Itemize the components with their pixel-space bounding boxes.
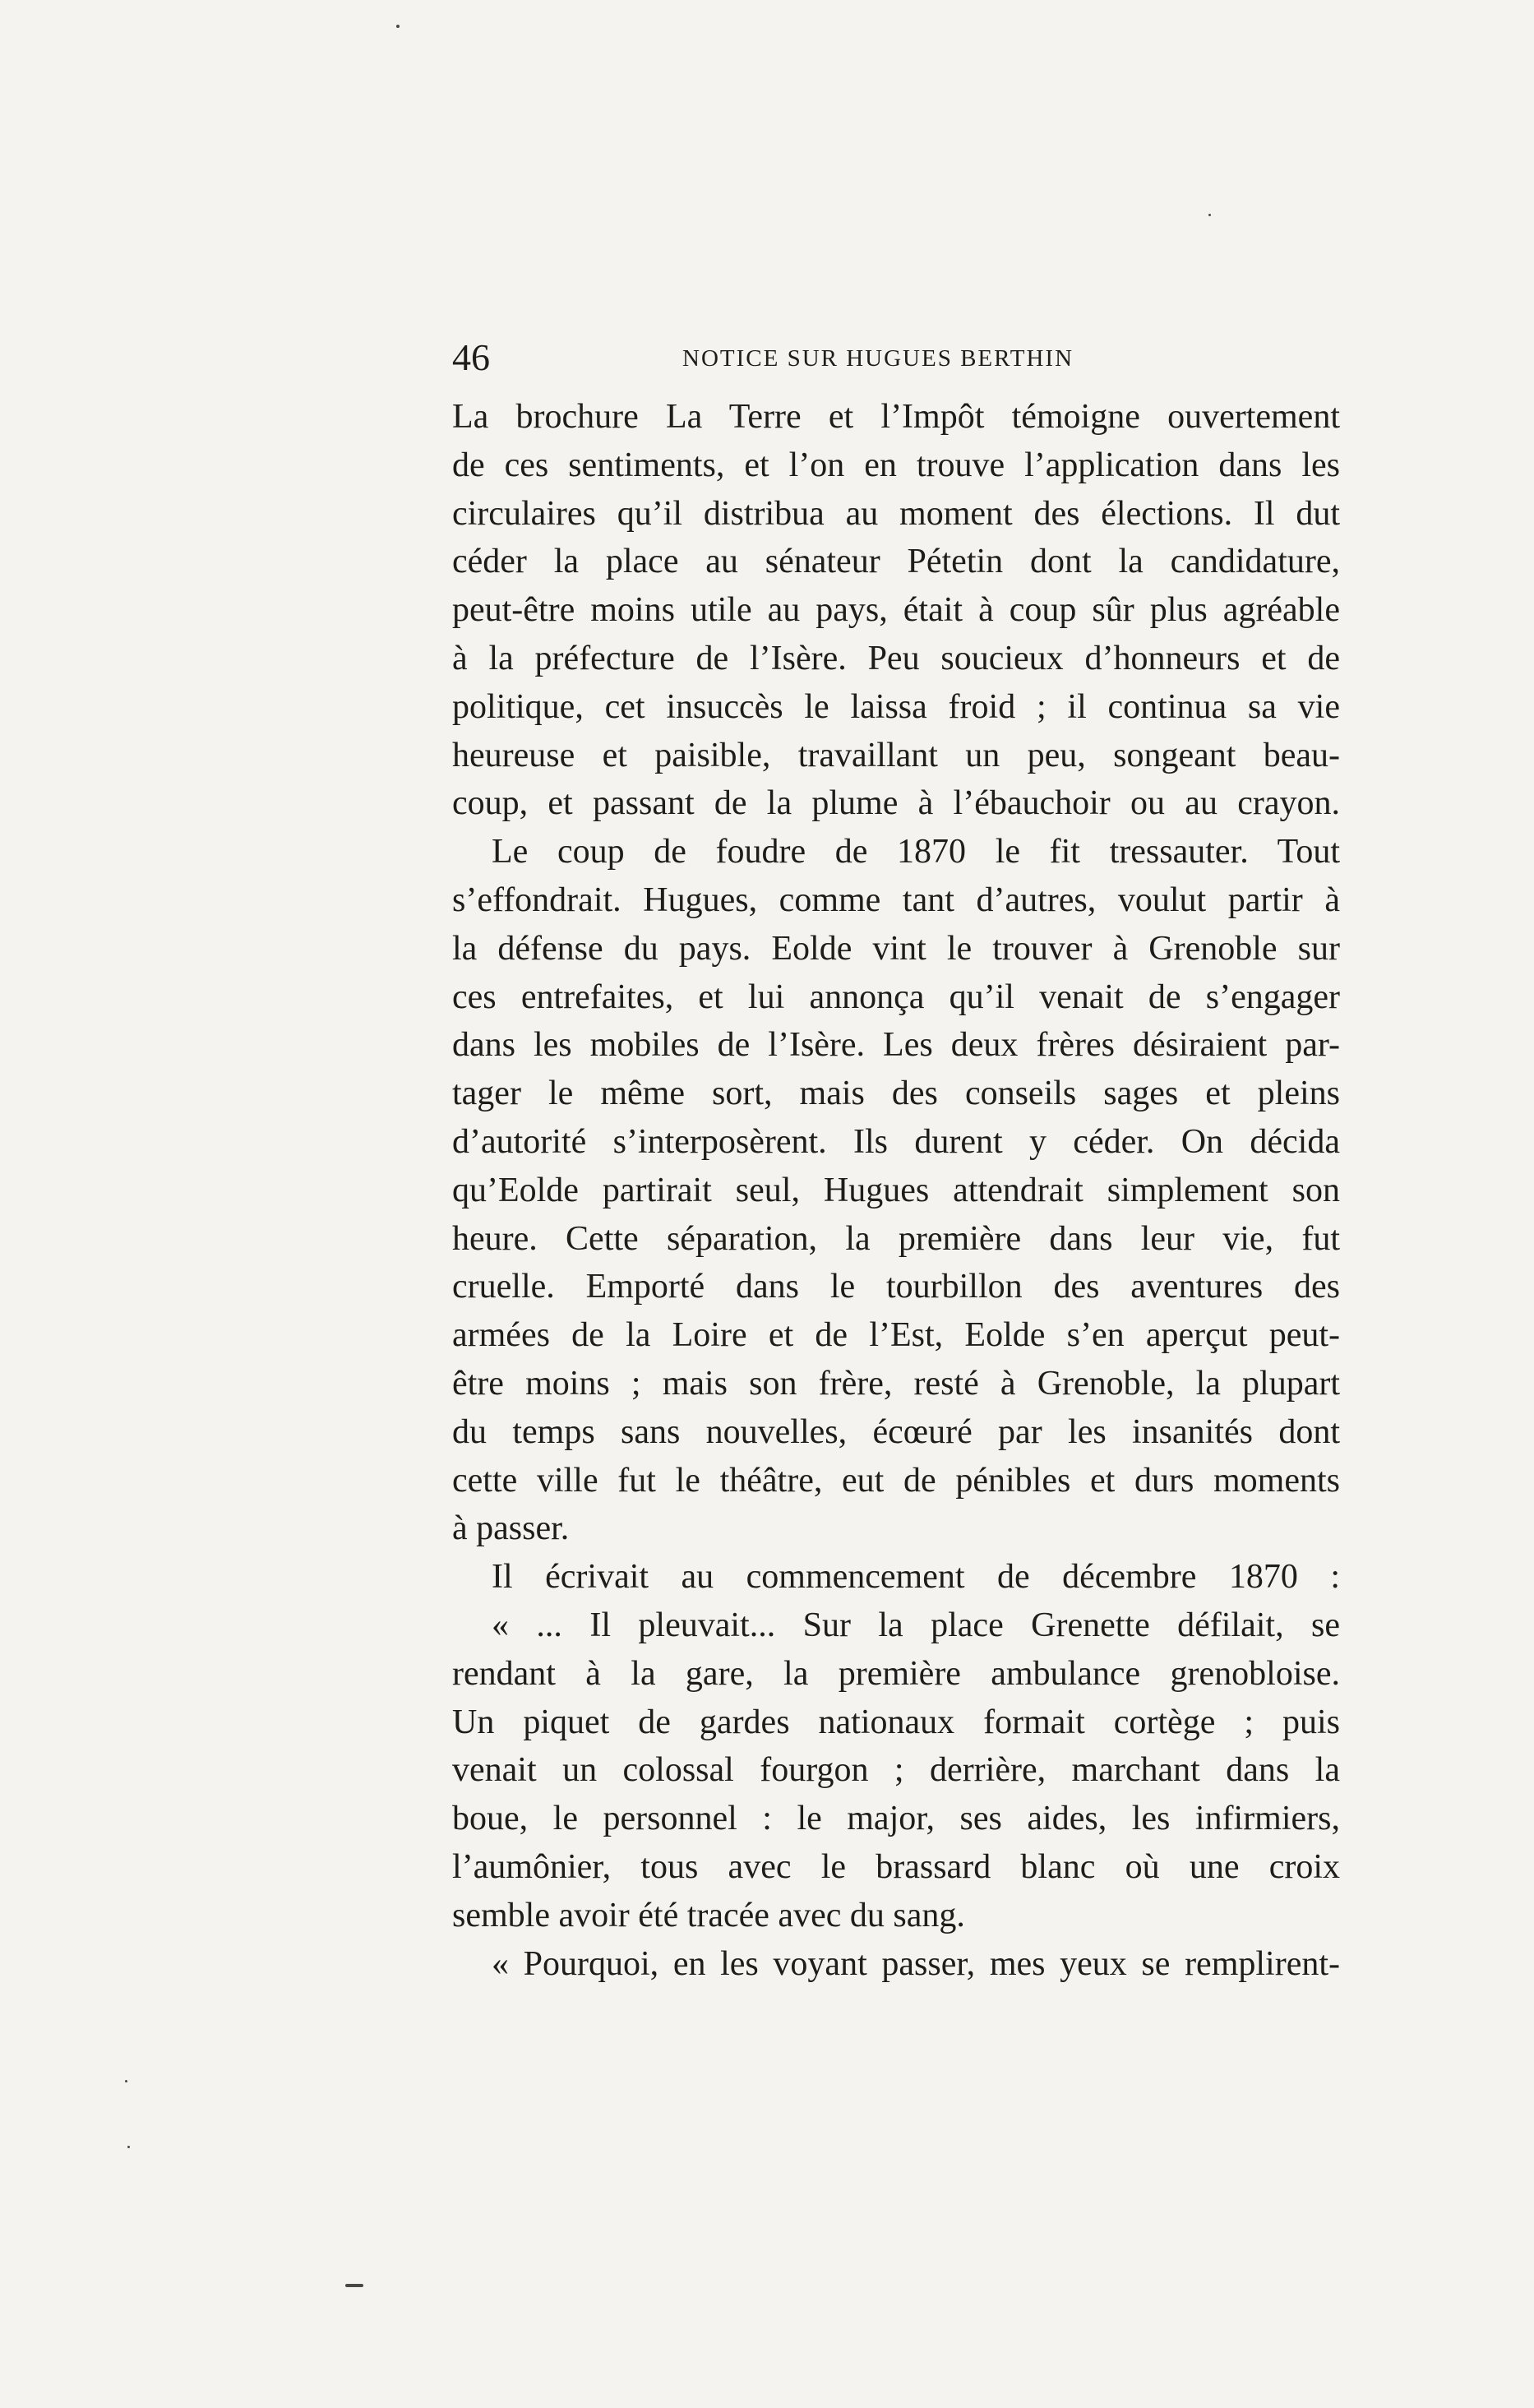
text-line: à la préfecture de l’Isère. Peu soucieux d’honneurs et de	[452, 639, 1340, 677]
text-line: cruelle. Emporté dans le tourbillon des aventures des	[452, 1268, 1340, 1306]
text-line: l’aumônier, tous avec le brassard blanc où une croix	[452, 1847, 1340, 1886]
body-text	[452, 393, 1340, 1988]
text-line: d’autorité s’interposèrent. Ils durent y céder. On décida	[452, 1122, 1340, 1161]
text-line: rendant à la gare, la première ambulance grenobloise.	[452, 1654, 1340, 1693]
paper-speck	[1208, 214, 1211, 216]
page-header	[452, 333, 1340, 382]
text-line: Il écrivait au commencement de décembre 1870 :	[492, 1558, 1340, 1597]
text-line: « ... Il pleuvait... Sur la place Grenette défilait, se	[492, 1606, 1340, 1644]
paper-speck	[345, 2284, 363, 2287]
text-line: heure. Cette séparation, la première dans leur vie, fut	[452, 1219, 1340, 1258]
text-line: coup, et passant de la plume à l’ébauchoir ou au crayon.	[452, 784, 1340, 823]
text-line: « Pourquoi, en les voyant passer, mes yeux se remplirent-	[492, 1944, 1340, 1983]
text-line: être moins ; mais son frère, resté à Grenoble, la plupart	[452, 1364, 1340, 1403]
paper-speck	[127, 2146, 130, 2148]
text-line: boue, le personnel : le major, ses aides, les infirmiers,	[452, 1800, 1340, 1838]
text-line: La brochure La Terre et l’Impôt témoigne ouvertement	[452, 398, 1340, 436]
text-line: de ces sentiments, et l’on en trouve l’application dans les	[452, 446, 1340, 484]
text-line: Le coup de foudre de 1870 le fit tressauter. Tout	[492, 833, 1340, 871]
text-line: politique, cet insuccès le laissa froid ; il continua sa vie	[452, 687, 1340, 726]
running-head: NOTICE SUR HUGUES BERTHIN	[682, 345, 1074, 372]
text-line: à passer.	[452, 1509, 570, 1548]
text-line: peut-être moins utile au pays, était à coup sûr plus agréable	[452, 591, 1340, 630]
text-line: heureuse et paisible, travaillant un peu, songeant beau-	[452, 736, 1340, 774]
text-line: qu’Eolde partirait seul, Hugues attendrait simplement son	[452, 1171, 1340, 1209]
text-line: Un piquet de gardes nationaux formait cortège ; puis	[452, 1703, 1340, 1741]
paper-speck	[125, 2080, 127, 2082]
text-line: ces entrefaites, et lui annonça qu’il venait de s’engager	[452, 978, 1340, 1016]
paper-speck	[396, 25, 400, 28]
text-line: venait un colossal fourgon ; derrière, marchant dans la	[452, 1751, 1340, 1790]
text-line: tager le même sort, mais des conseils sages et pleins	[452, 1075, 1340, 1113]
text-line: céder la place au sénateur Pétetin dont la candidature,	[452, 543, 1340, 581]
text-line: la défense du pays. Eolde vint le trouver à Grenoble sur	[452, 929, 1340, 968]
text-line: semble avoir été tracée avec du sang.	[452, 1896, 965, 1934]
text-line: armées de la Loire et de l’Est, Eolde s’en aperçut peut-	[452, 1316, 1340, 1355]
text-line: circulaires qu’il distribua au moment des élections. Il dut	[452, 494, 1340, 533]
text-line: dans les mobiles de l’Isère. Les deux frères désiraient par-	[452, 1026, 1340, 1065]
text-line: cette ville fut le théâtre, eut de pénibles et durs moments	[452, 1461, 1340, 1500]
text-line: s’effondrait. Hugues, comme tant d’autres, voulut partir à	[452, 880, 1340, 919]
text-line: du temps sans nouvelles, écœuré par les insanités dont	[452, 1412, 1340, 1451]
page-number: 46	[452, 336, 490, 378]
